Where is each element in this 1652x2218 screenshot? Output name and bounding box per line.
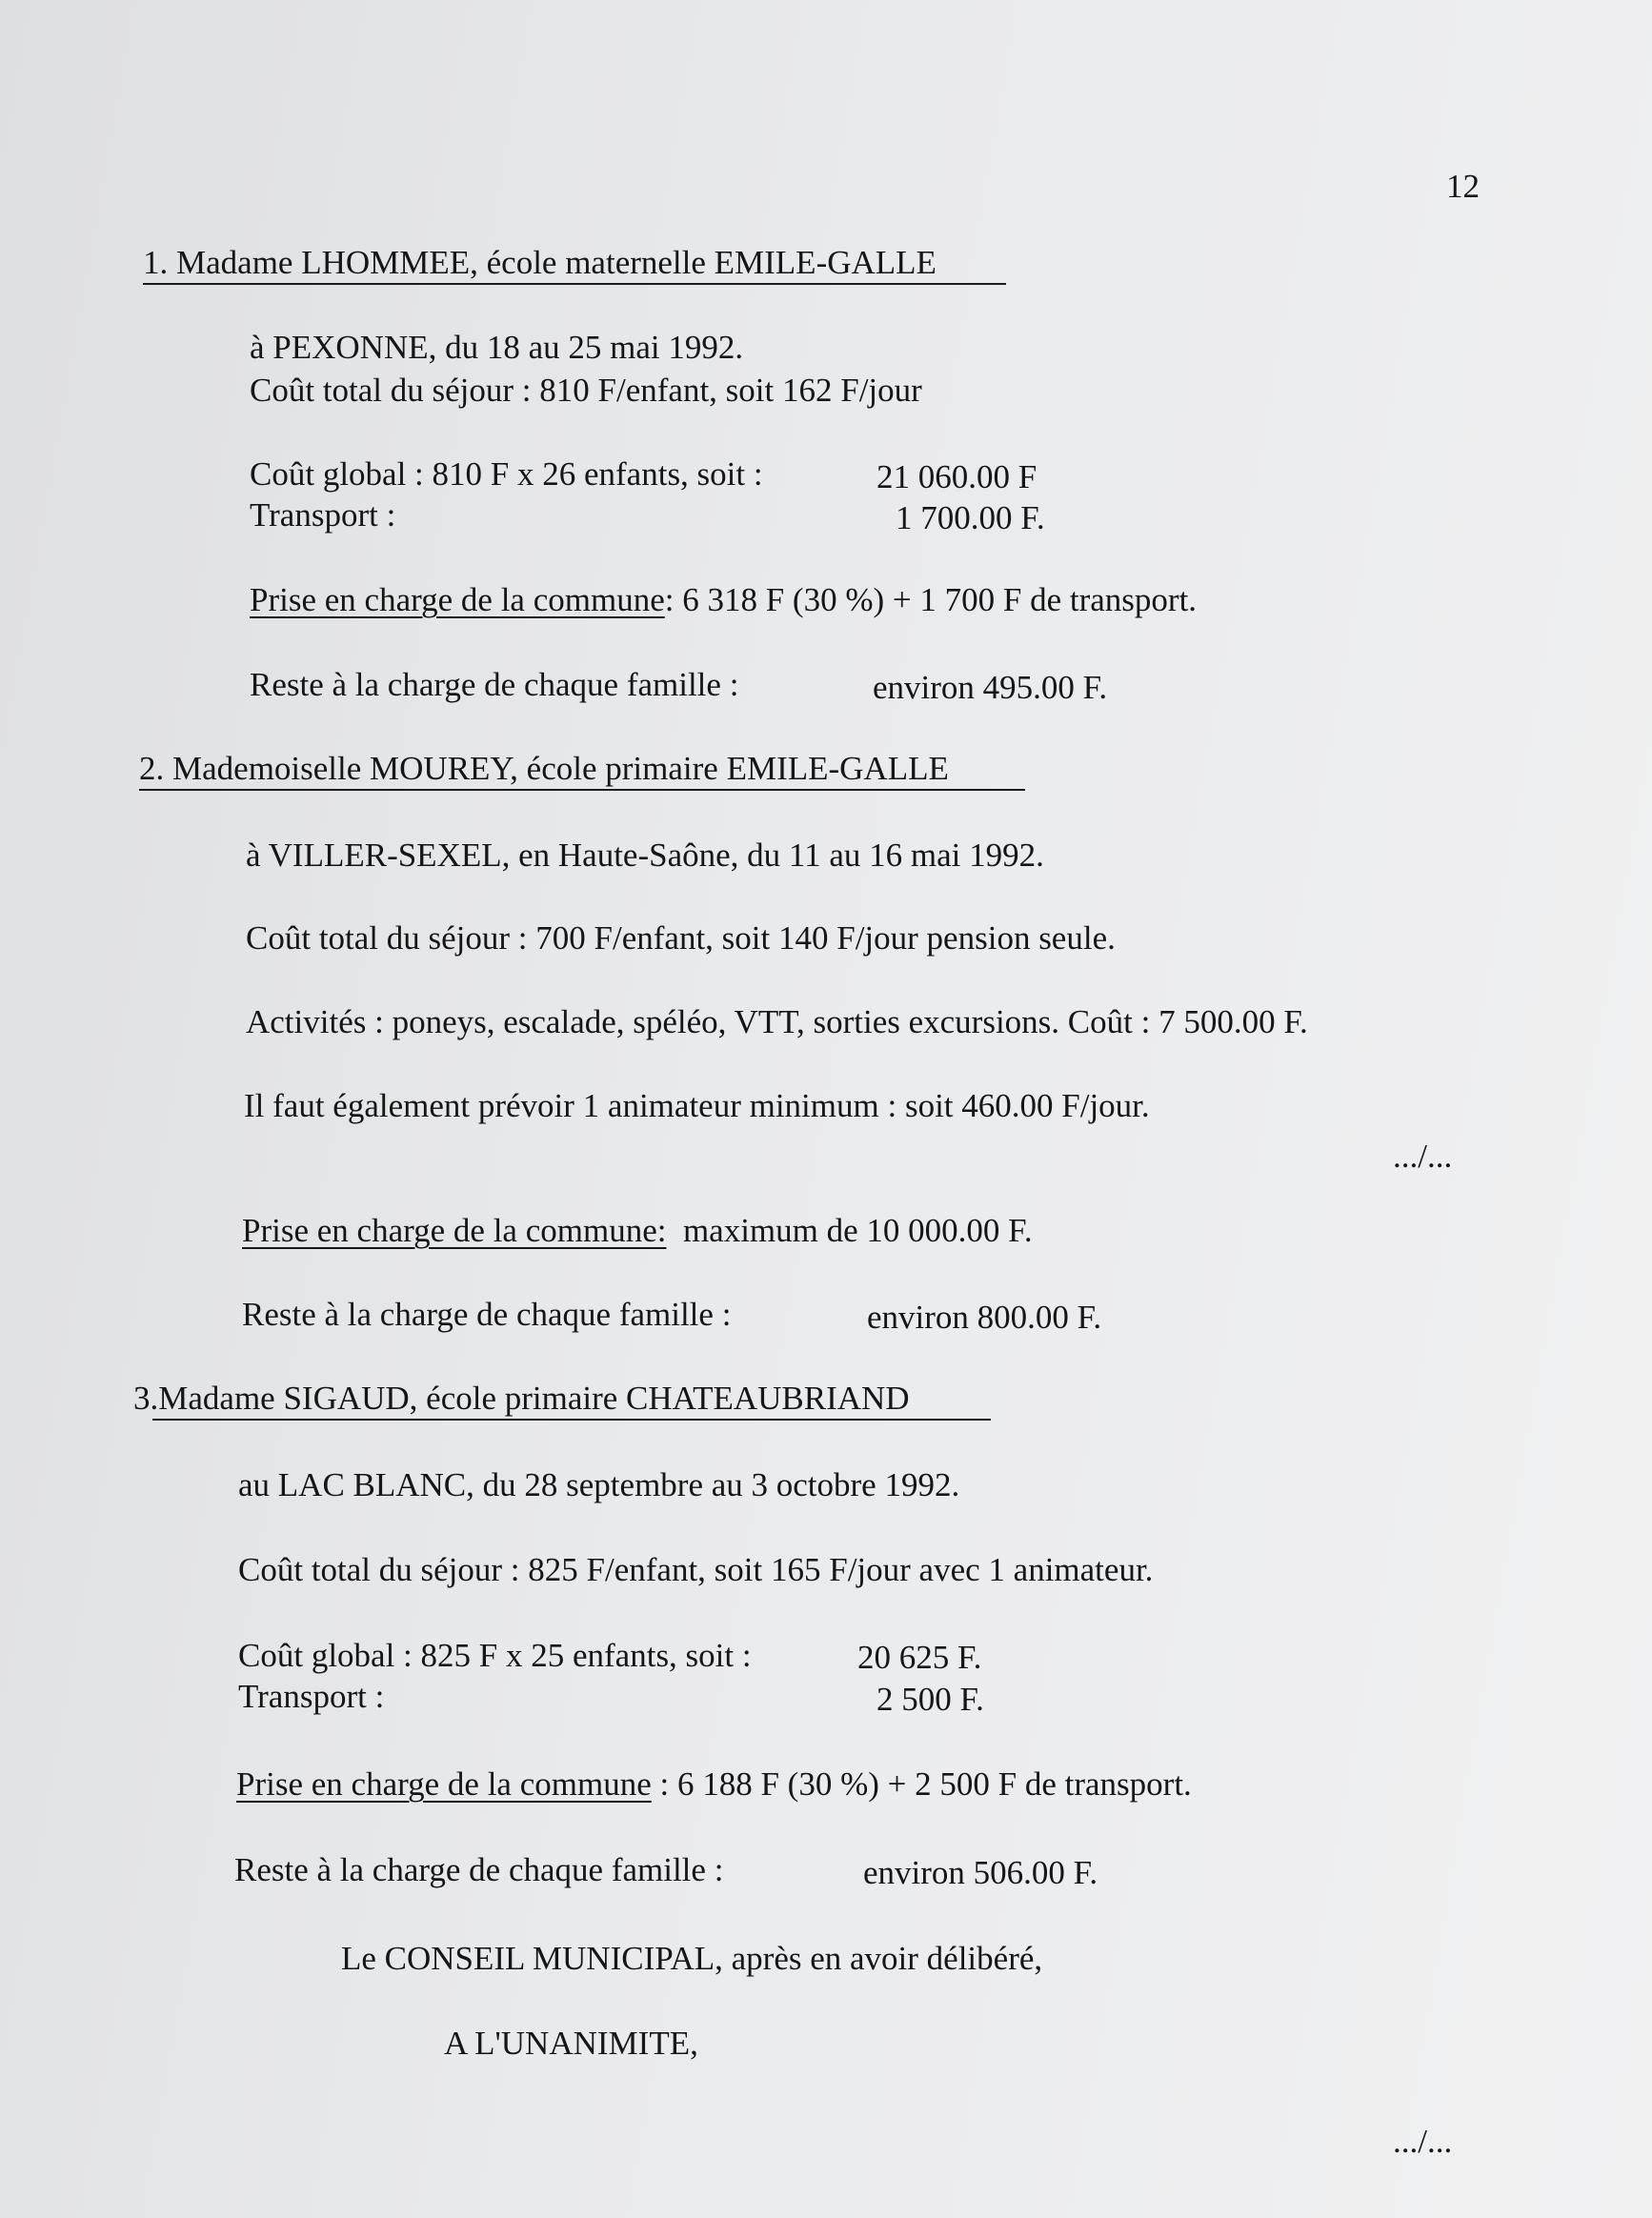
section-3-transport-value: 2 500 F. <box>876 1681 984 1718</box>
section-1-commune-text: : 6 318 F (30 %) + 1 700 F de transport. <box>664 581 1198 618</box>
page-continuation-mark: .../... <box>1393 2123 1453 2160</box>
section-2-commune-line <box>242 1214 1033 1247</box>
section-1-commune-label: Prise en charge de la commune <box>250 581 665 618</box>
section-1-heading-number: 1. <box>143 244 169 281</box>
section-2-cost-total: Coût total du séjour : 700 F/enfant, soit 140 F/jour pension seule. <box>246 919 1116 957</box>
section-2-heading-underline <box>139 789 1025 791</box>
section-1-transport-value: 1 700.00 F. <box>896 499 1045 536</box>
section-1-heading-underline <box>143 283 1006 285</box>
section-1-transport-label: Transport : <box>250 496 396 534</box>
section-3-heading-title: Madame SIGAUD, école primaire CHATEAUBRIAND <box>158 1380 910 1417</box>
section-2-commune-text: maximum de 10 000.00 F. <box>682 1212 1033 1249</box>
section-1-global-label: Coût global : 810 F x 26 enfants, soit : <box>250 455 763 493</box>
section-3-heading <box>133 1381 910 1415</box>
section-3-cost-total: Coût total du séjour : 825 F/enfant, soit 165 F/jour avec 1 animateur. <box>238 1551 1154 1588</box>
section-3-commune-label: Prise en charge de la commune <box>236 1765 652 1803</box>
conseil-municipal-line: Le CONSEIL MUNICIPAL, après en avoir délibéré, <box>341 1940 1043 1977</box>
section-2-heading <box>139 752 949 785</box>
page-number: 12 <box>1446 168 1480 205</box>
section-2-famille-value: environ 800.00 F. <box>867 1299 1102 1336</box>
section-1-heading <box>143 246 937 279</box>
section-3-commune-text: : 6 188 F (30 %) + 2 500 F de transport. <box>659 1765 1192 1803</box>
section-1-location-dates: à PEXONNE, du 18 au 25 mai 1992. <box>250 329 744 366</box>
section-1-commune-line <box>250 583 1197 616</box>
section-3-heading-number: 3. <box>133 1380 159 1417</box>
section-3-heading-underline <box>152 1419 991 1421</box>
section-2-heading-title: Mademoiselle MOUREY, école primaire EMILE-GALLE <box>172 750 949 787</box>
section-1-heading-title: Madame LHOMMEE, école maternelle EMILE-GALLE <box>176 244 937 281</box>
section-2-continuation-mark: .../... <box>1393 1138 1453 1175</box>
section-2-heading-number: 2. <box>139 750 165 787</box>
section-1-famille-value: environ 495.00 F. <box>873 669 1108 706</box>
section-3-famille-value: environ 506.00 F. <box>863 1854 1098 1891</box>
section-3-commune-line <box>236 1767 1192 1801</box>
section-2-location-dates: à VILLER-SEXEL, en Haute-Saône, du 11 au 16 mai 1992. <box>246 837 1044 874</box>
section-1-global-value: 21 060.00 F <box>876 458 1038 495</box>
section-3-transport-label: Transport : <box>238 1678 385 1715</box>
section-2-famille-label: Reste à la charge de chaque famille : <box>242 1296 732 1333</box>
section-1-famille-label: Reste à la charge de chaque famille : <box>250 666 739 703</box>
unanimite-line: A L'UNANIMITE, <box>444 2025 698 2062</box>
section-3-location-dates: au LAC BLANC, du 28 septembre au 3 octobre 1992. <box>238 1466 960 1503</box>
section-3-global-value: 20 625 F. <box>857 1639 982 1676</box>
section-3-global-label: Coût global : 825 F x 25 enfants, soit : <box>238 1637 752 1674</box>
section-2-commune-label: Prise en charge de la commune: <box>242 1212 667 1249</box>
section-2-animateur: Il faut également prévoir 1 animateur minimum : soit 460.00 F/jour. <box>244 1087 1150 1124</box>
section-2-activities: Activités : poneys, escalade, spéléo, VTT, sorties excursions. Coût : 7 500.00 F. <box>246 1003 1308 1040</box>
section-1-cost-total: Coût total du séjour : 810 F/enfant, soit 162 F/jour <box>250 372 922 409</box>
section-3-famille-label: Reste à la charge de chaque famille : <box>234 1851 724 1888</box>
